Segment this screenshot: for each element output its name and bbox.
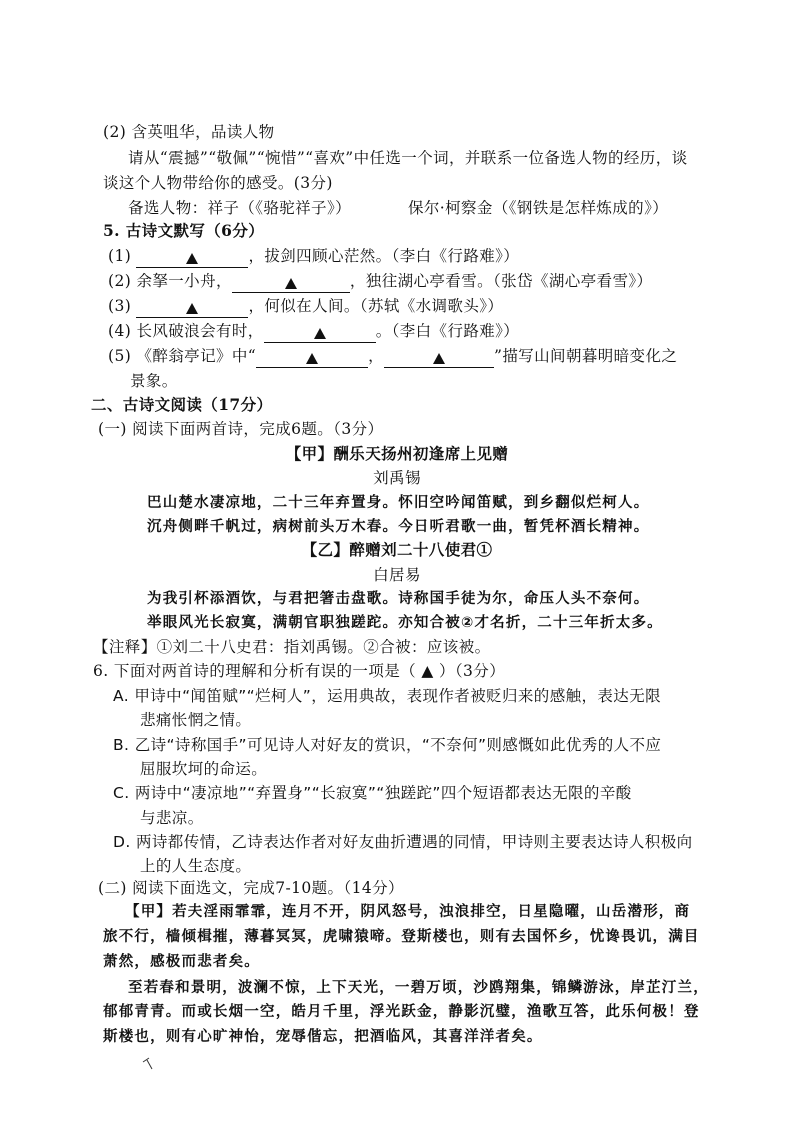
q5-item-4 — [108, 319, 519, 343]
q6-option-c[interactable]: C. 两诗中“凄凉地”“弃置身”“长寂寞”“独蹉跎”四个短语都表达无限的辛酸 — [113, 784, 632, 802]
q5-item-5-suffix: ”描写山间朝暮明暗变化之 — [494, 347, 678, 365]
q5-item-4-suffix: 。（李白《行路难》） — [375, 322, 520, 340]
passage-p1-line1: 【甲】若夫淫雨霏霏，连月不开，阴风怒号，浊浪排空，日星隐曜，山岳潜形，商 — [125, 904, 691, 920]
q5-item-5-mid: ， — [368, 347, 385, 365]
poem-b-title: 【乙】醉赠刘二十八使君① — [301, 540, 493, 559]
q5-item-5-prefix: (5) 《醉翁亭记》中“ — [108, 347, 257, 365]
q5-item-1-number: (1) — [108, 247, 132, 265]
pen-stroke-mark — [140, 1052, 160, 1072]
q6-stem: 6. 下面对两首诗的理解和分析有误的一项是（ ▲ ）（3分） — [93, 662, 506, 680]
passage-p2-line1: 至若春和景明，波澜不惊，上下天光，一碧万顷，沙鸥翔集，锦鳞游泳，岸芷汀兰， — [128, 980, 709, 996]
q6-option-c-cont: 与悲凉。 — [140, 809, 204, 827]
passage-p2-line3: 斯楼也，则有心旷神怡，宠辱偕忘，把酒临风，其喜洋洋者矣。 — [103, 1029, 543, 1045]
q6-option-b-cont: 屈服坎坷的命运。 — [140, 760, 268, 778]
answer-blank[interactable] — [384, 349, 494, 368]
triangle-icon — [306, 353, 318, 364]
q5-item-2 — [108, 269, 652, 293]
passage-p1-line2: 旅不行，樯倾楫摧，薄暮冥冥，虎啸猿啼。登斯楼也，则有去国怀乡，忧谗畏讥，满目 — [103, 929, 700, 945]
part-2-sub1: (一) 阅读下面两首诗，完成6题。（3分） — [98, 420, 384, 438]
notes: 【注释】①刘二十八史君：指刘禹锡。②合被：应该被。 — [93, 638, 491, 656]
poem-a-line1: 巴山楚水凄凉地，二十三年弃置身。怀旧空吟闻笛赋，到乡翻似烂柯人。 — [147, 495, 650, 511]
q5-item-1 — [108, 244, 519, 268]
q6-option-a-cont: 悲痛怅惘之情。 — [140, 711, 252, 729]
section-4-2-title: (2) 含英咀华，品读人物 — [103, 123, 275, 141]
part-2-sub2: (二) 阅读下面选文，完成7-10题。（14分） — [98, 879, 404, 897]
candidate-b: 保尔·柯察金（《钢铁是怎样炼成的》） — [408, 199, 669, 217]
q6-option-b[interactable]: B. 乙诗“诗称国手”可见诗人对好友的赏识，“不奈何”则感慨如此优秀的人不应 — [113, 736, 662, 754]
q5-item-5 — [108, 344, 677, 368]
q5-item-2-suffix: ，独往湖心亭看雪。（张岱《湖心亭看雪》） — [349, 272, 653, 290]
passage-p1-line3: 萧然，感极而悲者矣。 — [103, 954, 260, 970]
q5-item-1-text: ，拔剑四顾心茫然。（李白《行路难》） — [248, 247, 520, 265]
triangle-icon — [186, 253, 198, 264]
part-2-heading: 二、古诗文阅读（17分） — [91, 395, 273, 414]
q6-option-d-cont: 上的人生态度。 — [140, 857, 252, 875]
triangle-icon — [314, 328, 326, 339]
triangle-icon — [285, 278, 297, 289]
answer-blank[interactable] — [136, 249, 248, 268]
answer-blank[interactable] — [256, 349, 368, 368]
q5-item-3-number: (3) — [108, 297, 132, 315]
passage-p2-line2: 郁郁青青。而或长烟一空，皓月千里，浮光跃金，静影沉璧，渔歌互答，此乐何极！登 — [103, 1004, 700, 1020]
q5-item-3-text: ，何似在人间。（苏轼《水调歌头》） — [248, 297, 504, 315]
poem-b-line2: 举眼风光长寂寞，满朝官职独蹉跎。亦知合被②才名折，二十三年折太多。 — [147, 615, 663, 631]
answer-blank[interactable] — [264, 324, 376, 343]
triangle-icon — [186, 303, 198, 314]
poem-b-line1: 为我引杯添酒饮，与君把箸击盘歌。诗称国手徒为尔，命压人头不奈何。 — [147, 591, 650, 607]
section-4-2-prompt-line1: 请从“震撼”“敬佩”“惋惜”“喜欢”中任选一个词，并联系一位备选人物的经历，谈 — [128, 149, 688, 167]
q5-item-4-prefix: (4) 长风破浪会有时， — [108, 322, 264, 340]
q5-item-3 — [108, 294, 503, 318]
answer-blank[interactable] — [136, 299, 248, 318]
poem-a-title: 【甲】酬乐天扬州初逢席上见赠 — [285, 444, 509, 463]
candidate-a: 备选人物：祥子（《骆驼祥子》） — [128, 199, 352, 217]
q6-option-d[interactable]: D. 两诗都传情，乙诗表达作者对好友曲折遭遇的同情，甲诗则主要表达诗人积极向 — [113, 833, 693, 851]
poem-a-line2: 沉舟侧畔千帆过，病树前头万木春。今日听君歌一曲，暂凭杯酒长精神。 — [147, 519, 650, 535]
section-4-2-prompt-line2: 谈这个人物带给你的感受。(3分) — [103, 174, 333, 192]
q6-option-a[interactable]: A. 甲诗中“闻笛赋”“烂柯人”，运用典故，表现作者被贬归来的感触，表达无限 — [113, 687, 662, 705]
poem-a-author: 刘禹锡 — [373, 469, 421, 487]
answer-blank[interactable] — [232, 274, 350, 293]
triangle-icon — [433, 353, 445, 364]
poem-b-author: 白居易 — [373, 566, 421, 584]
q5-title: 5. 古诗文默写（6分） — [103, 221, 265, 240]
q5-item-2-prefix: (2) 余拏一小舟， — [108, 272, 232, 290]
q5-item-5-continuation: 景象。 — [130, 372, 178, 390]
